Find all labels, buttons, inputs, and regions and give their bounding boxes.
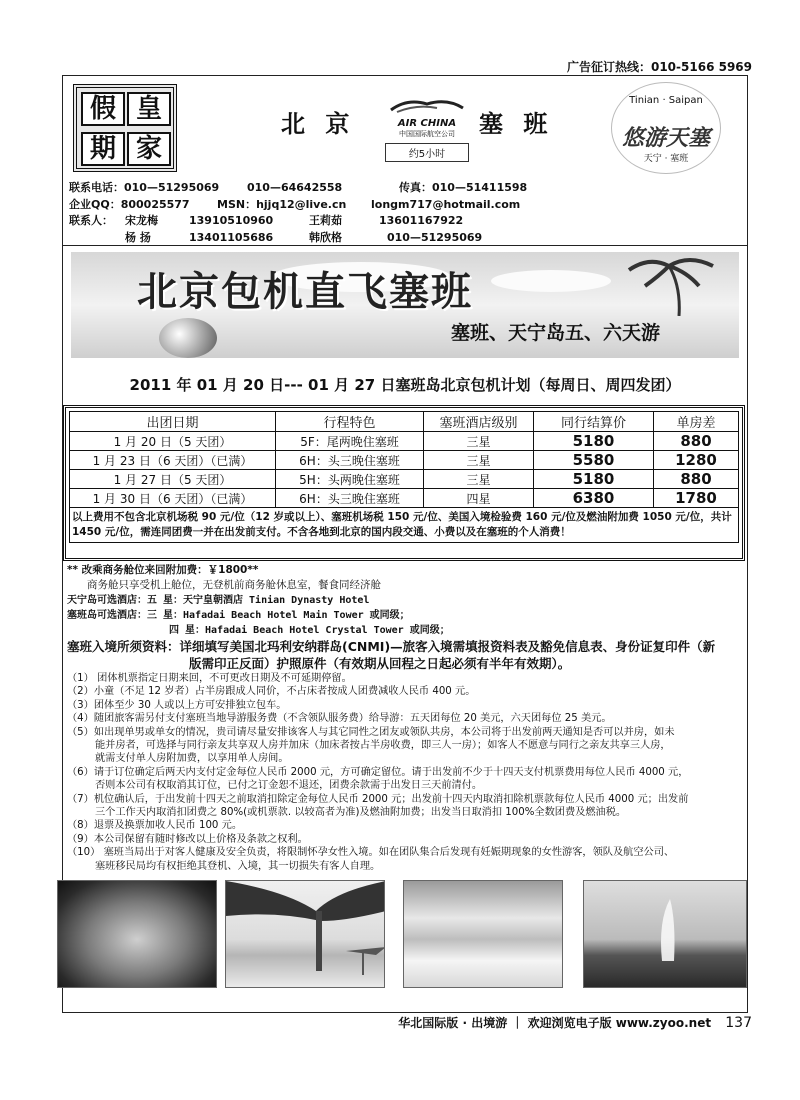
contact-block xyxy=(69,180,739,246)
contact-fax: 传真：010—51411598 xyxy=(399,181,528,194)
route-to: 塞 班 xyxy=(479,109,554,138)
col-header-hotel: 塞班酒店级别 xyxy=(424,412,534,432)
cell-single: 1780 xyxy=(654,489,739,508)
price-table xyxy=(69,411,739,543)
col-header-price: 同行结算价 xyxy=(534,412,654,432)
cell-hotel: 四星 xyxy=(424,489,534,508)
logo-char-2: 皇 xyxy=(127,92,171,126)
cell-date: 1 月 30 日（6 天团）（已满） xyxy=(70,489,276,508)
table-row xyxy=(70,432,739,451)
term-item-cont: 能并房者，可选择与同行亲友共享双人房并加床（加床者按占半房收费，即三人一房）；如客人不愿意与同行之亲友共享三人房， xyxy=(95,740,671,751)
contact-phone: 联系电话：010—51295069 xyxy=(69,181,220,194)
col-header-itinerary: 行程特色 xyxy=(276,412,424,432)
cell-price: 5180 xyxy=(534,432,654,451)
photo-beach-umbrella xyxy=(225,880,385,988)
table-row xyxy=(70,470,739,489)
cell-price: 6380 xyxy=(534,489,654,508)
contact-person-1: 宋龙梅 xyxy=(125,214,158,227)
term-item-cont: 否则本公司有权取消其订位，已付之订金恕不退还，团费余款需于出发日三天前清付。 xyxy=(95,780,483,792)
col-header-date: 出团日期 xyxy=(70,412,276,432)
term-item: （3）团体至少 30 人或以上方可安排独立包车。 xyxy=(67,699,287,711)
ad-hotline: 广告征订热线：010-5166 5969 xyxy=(566,60,752,74)
col-header-single: 单房差 xyxy=(654,412,739,432)
banner-title: 北京包机直飞塞班 xyxy=(137,268,473,315)
tinian-hotel: 天宁岛可选酒店：五 星：天宁皇朝酒店 Tinian Dynasty Hotel xyxy=(67,595,370,606)
footer-text: 华北国际版 · 出境游 ｜ 欢迎浏览电子版 www.zyoo.net xyxy=(398,1016,712,1030)
cell-hotel: 三星 xyxy=(424,451,534,470)
airline-logo xyxy=(385,96,469,162)
cell-itinerary: 5F：尾两晚住塞班 xyxy=(276,432,424,451)
cell-price: 5180 xyxy=(534,470,654,489)
ad-header xyxy=(63,76,747,246)
flight-time: 约5小时 xyxy=(385,143,469,162)
beach-tree-icon xyxy=(226,881,385,988)
term-item: （2）小童（不足 12 岁者）占半房跟成人同价，不占床者按成人团费减收人民币 400 元。 xyxy=(67,686,476,698)
price-table-box xyxy=(63,405,745,561)
contact-person-4-tel: 010—51295069 xyxy=(387,230,483,244)
route-from: 北 京 xyxy=(281,109,356,138)
ad-frame xyxy=(62,75,748,1013)
logo-char-4: 家 xyxy=(127,132,171,166)
price-exclusion-note: 以上费用不包含北京机场税 90 元/位（12 岁或以上）、塞班机场税 150 元/位、美国入境检验费 160 元/位及燃油附加费 1050 元/位，共计 1450 元/位，需连同团费一并在出发前支付。不含各地到北京的国内段交通、小费以及在塞班的个人消费！ xyxy=(72,511,732,538)
cell-hotel: 三星 xyxy=(424,432,534,451)
contact-phone-2: 010—64642558 xyxy=(247,181,343,194)
contact-msn: MSN：hjjq12@live.cn xyxy=(217,197,347,211)
saipan-hotel-3star: 塞班岛可选酒店：三 星：Hafadai Beach Hotel Main Tower 或同级； xyxy=(67,610,410,621)
tinian-logo-bottom: 天宁 · 塞班 xyxy=(643,154,689,164)
contact-qq: 企业QQ：800025577 xyxy=(69,197,190,211)
cell-itinerary: 6H：头三晚住塞班 xyxy=(276,489,424,508)
contact-email: longm717@hotmail.com xyxy=(371,197,521,211)
business-upgrade-fee: ** 改乘商务舱位来回附加费：￥1800** xyxy=(67,564,259,576)
promo-banner xyxy=(71,252,739,358)
photo-sand-beach xyxy=(403,880,563,988)
contact-person-label: 联系人： xyxy=(69,214,113,227)
water-spray-icon xyxy=(584,881,747,988)
contact-person-1-tel: 13910510960 xyxy=(189,214,274,227)
saipan-hotel-4star: 四 星：Hafadai Beach Hotel Crystal Tower 或同级； xyxy=(169,625,450,636)
banner-cloud xyxy=(491,270,611,292)
cell-itinerary: 5H：头两晚住塞班 xyxy=(276,470,424,489)
contact-person-3-tel: 13401105686 xyxy=(189,230,274,244)
cell-date: 1 月 20 日（5 天团） xyxy=(70,432,276,451)
table-note-cell xyxy=(70,508,739,543)
entry-requirements-title: 塞班入境所须资料：详细填写美国北玛利安纳群岛(CNMI)—旅客入境需填报资料表及豁免信息表、身份证复印件（新 xyxy=(67,639,716,654)
contact-person-3: 杨 扬 xyxy=(125,230,151,244)
cell-single: 880 xyxy=(654,432,739,451)
entry-requirements-title-2: 版需印正反面）护照原件（有效期从回程之日起必须有半年有效期）。 xyxy=(189,656,571,671)
term-item-cont: 就需支付单人房附加费，以享用单人房间。 xyxy=(95,753,289,765)
beach-ball-image xyxy=(159,318,217,358)
contact-person-2: 王莉茹 xyxy=(309,214,342,227)
banner-subtitle: 塞班、天宁岛五、六天游 xyxy=(451,322,661,344)
airline-name-en: AIR CHINA xyxy=(397,118,457,129)
cell-single: 880 xyxy=(654,470,739,489)
cell-price: 5580 xyxy=(534,451,654,470)
tinian-logo-main: 悠游天塞 xyxy=(621,126,710,151)
table-header-row xyxy=(70,412,739,432)
airline-name-cn: 中国国际航空公司 xyxy=(399,130,455,138)
table-row xyxy=(70,451,739,470)
term-item-cont: 塞班移民局均有权拒绝其登机、入境，其一切损失有客人自理。 xyxy=(95,860,381,872)
logo-char-3: 期 xyxy=(81,132,125,166)
photo-blowhole xyxy=(583,880,747,988)
term-item: （10） 塞班当局出于对客人健康及安全负责，将限制怀孕女性入境。如在团队集合后发现有妊娠期现象的女性游客，领队及航空公司、 xyxy=(67,847,675,859)
term-item: （1） 团体机票指定日期来回，不可更改日期及不可延期停留。 xyxy=(67,673,352,684)
cell-date: 1 月 27 日（5 天团） xyxy=(70,470,276,489)
page-number: 137 xyxy=(725,1015,752,1031)
phoenix-icon xyxy=(387,96,467,114)
business-upgrade-desc: 商务舱只享受机上舱位，无登机前商务舱休息室，餐食同经济舱 xyxy=(87,579,381,591)
cell-date: 1 月 23 日（6 天团）（已满） xyxy=(70,451,276,470)
term-item: （6）请于订位确定后两天内支付定金每位人民币 2000 元，方可确定留位。请于出发前不少于十四天支付机票费用每位人民币 4000 元， xyxy=(67,766,689,778)
palm-tree-icon xyxy=(599,256,719,316)
term-item: （4）随团旅客需另付支付塞班当地导游服务费（不含领队服务费）给导游：五天团每位 20 美元，六天团每位 25 美元。 xyxy=(67,713,612,725)
plan-title: 2011 年 01 月 20 日--- 01 月 27 日塞班岛北京包机计划（每周日、周四发团） xyxy=(129,376,681,394)
tinian-saipan-logo xyxy=(611,82,721,174)
table-row xyxy=(70,489,739,508)
cell-single: 1280 xyxy=(654,451,739,470)
cell-itinerary: 6H：头三晚住塞班 xyxy=(276,451,424,470)
tinian-logo-top: Tinian · Saipan xyxy=(629,95,703,106)
page-footer xyxy=(398,1014,752,1031)
term-item: （5）如出现单男或单女的情况，贵司请尽量安排该客人与其它同性之团友或领队共房，本公司将于出发前两天通知是否可以并房，如未 xyxy=(67,726,675,738)
cell-hotel: 三星 xyxy=(424,470,534,489)
contact-person-4: 韩欣格 xyxy=(309,230,342,244)
term-item: （7）机位确认后，于出发前十四天之前取消扣除定金每位人民币 2000 元；出发前十四天内取消扣除机票款每位人民币 4000 元；出发前 xyxy=(67,793,689,805)
contact-person-2-tel: 13601167922 xyxy=(379,214,464,227)
photo-island-aerial xyxy=(57,880,217,988)
agency-logo xyxy=(73,84,177,172)
logo-char-1: 假 xyxy=(81,92,125,126)
term-item: （9）本公司保留有随时修改以上价格及条款之权利。 xyxy=(67,833,308,845)
term-item-cont: 三个工作天内取消扣团费之 80%(或机票款. 以较高者为准)及燃油附加费；出发当日取消扣 100%全数团费及燃油税。 xyxy=(95,807,627,818)
term-item: （8）退票及换票加收人民币 100 元。 xyxy=(67,820,243,832)
